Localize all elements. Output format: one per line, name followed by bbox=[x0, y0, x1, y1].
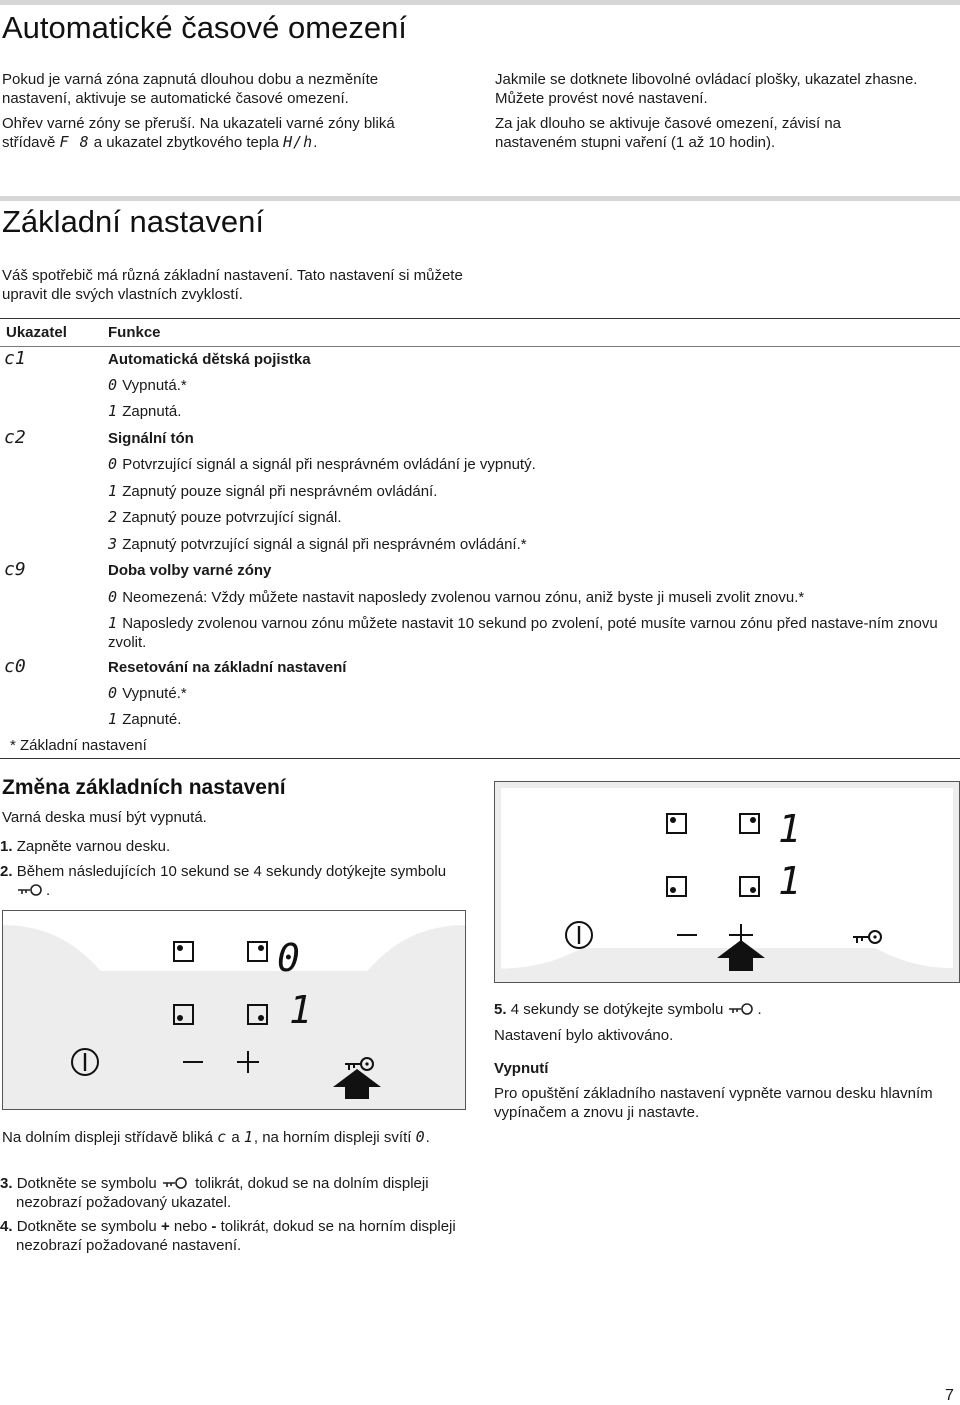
step-3: 3. Dotkněte se symbolu tolikrát, dokud se na dolním displeji nezobrazí požadovaný ukazatel. bbox=[0, 1175, 429, 1211]
timer-paragraph-3: Jakmile se dotknete libovolné ovládací plošky, ukazatel zhasne. Můžete provést nové nastavení. bbox=[495, 71, 918, 107]
key-icon bbox=[16, 883, 46, 897]
section-title-change-settings: Změna základních nastavení bbox=[2, 776, 286, 799]
arrow-indicator bbox=[717, 940, 765, 971]
basic-settings-intro: Váš spotřebič má různá základní nastavení. Tato nastavení si můžete upravit dle svých vlastních zvyklostí. bbox=[2, 267, 463, 303]
off-title: Vypnutí bbox=[494, 1060, 549, 1077]
function-option: 3 Zapnutý potvrzující signál a signál při nesprávném ovládání.* bbox=[108, 535, 527, 553]
plus-icon bbox=[237, 1051, 259, 1073]
zone-indicator bbox=[740, 877, 759, 896]
function-title: Doba volby varné zóny bbox=[108, 562, 272, 579]
display-symbol-hh: H/h bbox=[283, 133, 314, 151]
indicator-c2: c2 bbox=[4, 427, 26, 448]
arrow-indicator bbox=[333, 1069, 381, 1099]
minus-symbol: - bbox=[211, 1218, 217, 1235]
top-display: 1 bbox=[778, 807, 801, 851]
indicator-c9: c9 bbox=[4, 559, 26, 580]
timer-paragraph-2: Ohřev varné zóny se přeruší. Na ukazateli varné zóny bliká střídavě F 8 a ukazatel zbytkového tepla H/h. bbox=[2, 115, 395, 151]
section-rule bbox=[0, 0, 960, 5]
table-bottom-line bbox=[0, 758, 960, 759]
table-header-indicator: Ukazatel bbox=[6, 324, 67, 341]
function-option: 0 Potvrzující signál a signál při nesprávném ovládání je vypnutý. bbox=[108, 455, 536, 473]
zone-indicator bbox=[740, 814, 759, 833]
timer-left-column bbox=[2, 70, 447, 152]
key-icon bbox=[853, 931, 881, 943]
power-icon bbox=[566, 922, 592, 948]
function-option: 1 Zapnutý pouze signál při nesprávném ovládání. bbox=[108, 482, 438, 500]
zone-indicator bbox=[667, 814, 686, 833]
zone-indicator bbox=[248, 942, 267, 961]
zone-indicator bbox=[174, 1005, 193, 1024]
indicator-c0: c0 bbox=[4, 656, 26, 677]
step-5-result: Nastavení bylo aktivováno. bbox=[494, 1027, 674, 1044]
table-header-function: Funkce bbox=[108, 324, 161, 341]
step-4: 4. Dotkněte se symbolu + nebo - tolikrát, dokud se na horním displeji nezobrazí požadované nastavení. bbox=[0, 1218, 456, 1254]
function-title: Signální tón bbox=[108, 430, 194, 447]
step-2: 2. Během následujících 10 sekund se 4 sekundy dotýkejte symbolu . bbox=[0, 863, 447, 899]
section-rule bbox=[0, 196, 960, 201]
key-icon bbox=[727, 1002, 757, 1016]
control-panel-illustration-1 bbox=[2, 910, 466, 1110]
page-number: 7 bbox=[945, 1387, 954, 1404]
zone-indicator bbox=[174, 942, 193, 961]
timer-right-column bbox=[495, 70, 925, 152]
power-icon bbox=[72, 1049, 98, 1075]
off-text: Pro opuštění základního nastavení vypněte varnou desku hlavním vypínačem a znovu ji nastavte. bbox=[494, 1085, 933, 1121]
blink-description: Na dolním displeji střídavě bliká c a 1, na horním displeji svítí 0. bbox=[2, 1128, 430, 1146]
zone-indicator bbox=[248, 1005, 267, 1024]
key-icon bbox=[345, 1058, 373, 1070]
step-5: 5. 4 sekundy se dotýkejte symbolu . bbox=[494, 1001, 762, 1018]
function-option: 2 Zapnutý pouze potvrzující signál. bbox=[108, 508, 342, 526]
function-option: 1 Zapnutá. bbox=[108, 402, 182, 420]
key-icon bbox=[161, 1176, 191, 1190]
step-1: 1. Zapněte varnou desku. bbox=[0, 838, 171, 855]
table-header-line bbox=[0, 346, 960, 347]
table-top-line bbox=[0, 318, 960, 319]
function-option: 0 Neomezená: Vždy můžete nastavit naposledy zvolenou varnou zónu, aniž byste ji museli zvolit znovu.* bbox=[108, 588, 805, 606]
bottom-display: 1 bbox=[289, 988, 312, 1032]
settings-table bbox=[0, 318, 960, 758]
plus-symbol: + bbox=[160, 1218, 170, 1235]
display-symbol-f8: F 8 bbox=[59, 133, 90, 151]
function-option: 0 Vypnuté.* bbox=[108, 684, 187, 702]
section-title-basic-settings: Základní nastavení bbox=[2, 204, 264, 239]
top-display: 0 bbox=[277, 936, 300, 980]
function-title: Automatická dětská pojistka bbox=[108, 351, 311, 368]
bottom-display: 1 bbox=[778, 859, 801, 903]
timer-paragraph-1: Pokud je varná zóna zapnutá dlouhou dobu a nezměníte nastavení, aktivuje se automatické časové omezení. bbox=[2, 71, 379, 107]
control-panel-illustration-2 bbox=[494, 781, 960, 983]
section-title-timer: Automatické časové omezení bbox=[2, 10, 407, 45]
function-option: 1 Zapnuté. bbox=[108, 710, 182, 728]
change-intro: Varná deska musí být vypnutá. bbox=[2, 809, 207, 826]
table-footnote: * Základní nastavení bbox=[10, 737, 147, 754]
function-option: 0 Vypnutá.* bbox=[108, 376, 187, 394]
timer-paragraph-4: Za jak dlouho se aktivuje časové omezení, závisí na nastaveném stupni vaření (1 až 10 hodin). bbox=[495, 115, 842, 151]
function-title: Resetování na základní nastavení bbox=[108, 659, 347, 676]
zone-indicator bbox=[667, 877, 686, 896]
function-option: 1 Naposledy zvolenou varnou zónu můžete nastavit 10 sekund po zvolení, poté musíte varnou zónu před nastave-ním znovu zvolit. bbox=[108, 614, 938, 651]
indicator-c1: c1 bbox=[4, 348, 26, 369]
